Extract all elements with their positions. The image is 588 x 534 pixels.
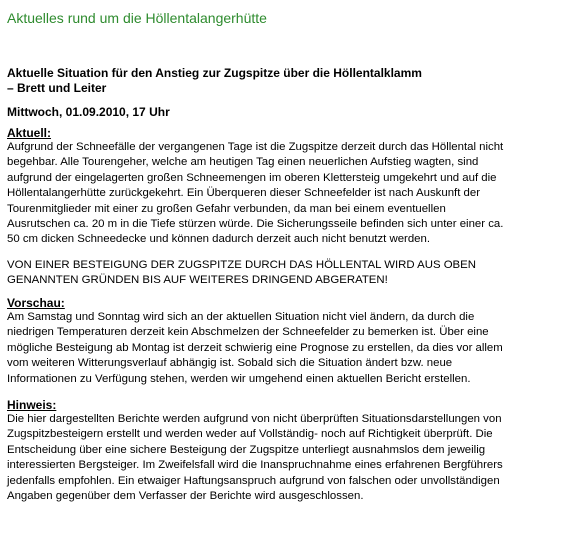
page-title: Aktuelles rund um die Höllentalangerhütte: [7, 10, 267, 26]
section-aktuell: [7, 126, 579, 248]
section-text-aktuell: [7, 140, 579, 248]
text-line: vom weiteren Witterungsverlauf abhängig ist. Sobald sich die Situation ändert bzw. neue: [7, 357, 453, 370]
article-title-line-1: Aktuelle Situation für den Anstieg zur Zugspitze über die Höllentalklamm: [7, 66, 422, 80]
text-line: Entscheidung über eine sichere Besteigung der Zugspitze unterliegt ausnahmslos dem jeweilig: [7, 443, 486, 456]
section-vorschau: [7, 296, 579, 387]
warning-notice: [7, 258, 579, 289]
warning-text: [7, 258, 579, 289]
text-line: Höllentalangerhütte zurückgekehrt. Ein Überqueren dieser Schneefelder ist nach Auskunft der: [7, 187, 480, 200]
text-line: 50 cm dicken Schneedecke und können dadurch derzeit auch nicht benutzt werden.: [7, 233, 430, 246]
text-line: mögliche Besteigung ab Montag ist derzeit schwierig eine Prognose zu erstellen, da dies vor allem: [7, 341, 503, 354]
text-line: Aufgrund der Schneefälle der vergangenen Tage ist die Zugspitze derzeit durch das Höllental nicht: [7, 141, 504, 153]
section-hinweis: [7, 398, 579, 504]
text-line: VON EINER BESTEIGUNG DER ZUGSPITZE DURCH DAS HÖLLENTAL WIRD AUS OBEN: [7, 259, 476, 271]
section-heading-vorschau: Vorschau:: [7, 296, 65, 310]
text-line: aufgrund der eingelagerten großen Schneemengen im oberen Klettersteig umgekehrt und auf die: [7, 171, 497, 184]
text-line: jedenfalls empfohlen. Ein etwaiger Haftungsanspruch aufgrund von falschen oder unvollständigen: [7, 474, 500, 487]
text-line: begehbar. Alle Tourengeher, welche am heutigen Tag einen neuerlichen Aufstieg wagten, sind: [7, 156, 479, 169]
section-text-hinweis: [7, 412, 579, 504]
text-line: GENANNTEN GRÜNDEN BIS AUF WEITERES DRINGEND ABGERATEN!: [7, 274, 388, 287]
section-text-vorschau: [7, 310, 579, 387]
text-line: niedrigen Temperaturen derzeit kein Abschmelzen der Schneefelder zu bemerken ist. Über eine: [7, 326, 489, 339]
article-title: [7, 66, 579, 96]
article-title-line-2: – Brett und Leiter: [7, 81, 107, 95]
text-line: Angaben gegenüber dem Verfasser der Berichte wird ausgeschlossen.: [7, 490, 364, 503]
text-line: interessierten Bergsteiger. Im Zweifelsfall wird die Inanspruchnahme eines erfahrenen Bergführers: [7, 459, 503, 472]
text-line: Tourenmitglieder mit einer zu großen Gefahr verbunden, da man bei einem eventuellen: [7, 202, 446, 215]
article-date: Mittwoch, 01.09.2010, 17 Uhr: [7, 105, 170, 119]
section-heading-hinweis: Hinweis:: [7, 398, 57, 412]
section-heading-aktuell: Aktuell:: [7, 126, 52, 140]
text-line: Ausrutschen ca. 20 m in die Tiefe stürzen würde. Die Sicherungsseile befinden sich unter einer ca.: [7, 218, 504, 231]
text-line: Informationen zu Verfügung stehen, werden wir umgehend einen aktuellen Bericht erstellen.: [7, 372, 471, 385]
text-line: Die hier dargestellten Berichte werden aufgrund von nicht überprüften Situationsdarstellungen von: [7, 413, 502, 425]
text-line: Zugspitzbesteigern erstellt und werden weder auf Vollständig- noch auf Richtigkeit überprüft. Die: [7, 428, 493, 441]
text-line: Am Samstag und Sonntag wird sich an der aktuellen Situation nicht viel ändern, da durch die: [7, 311, 475, 323]
